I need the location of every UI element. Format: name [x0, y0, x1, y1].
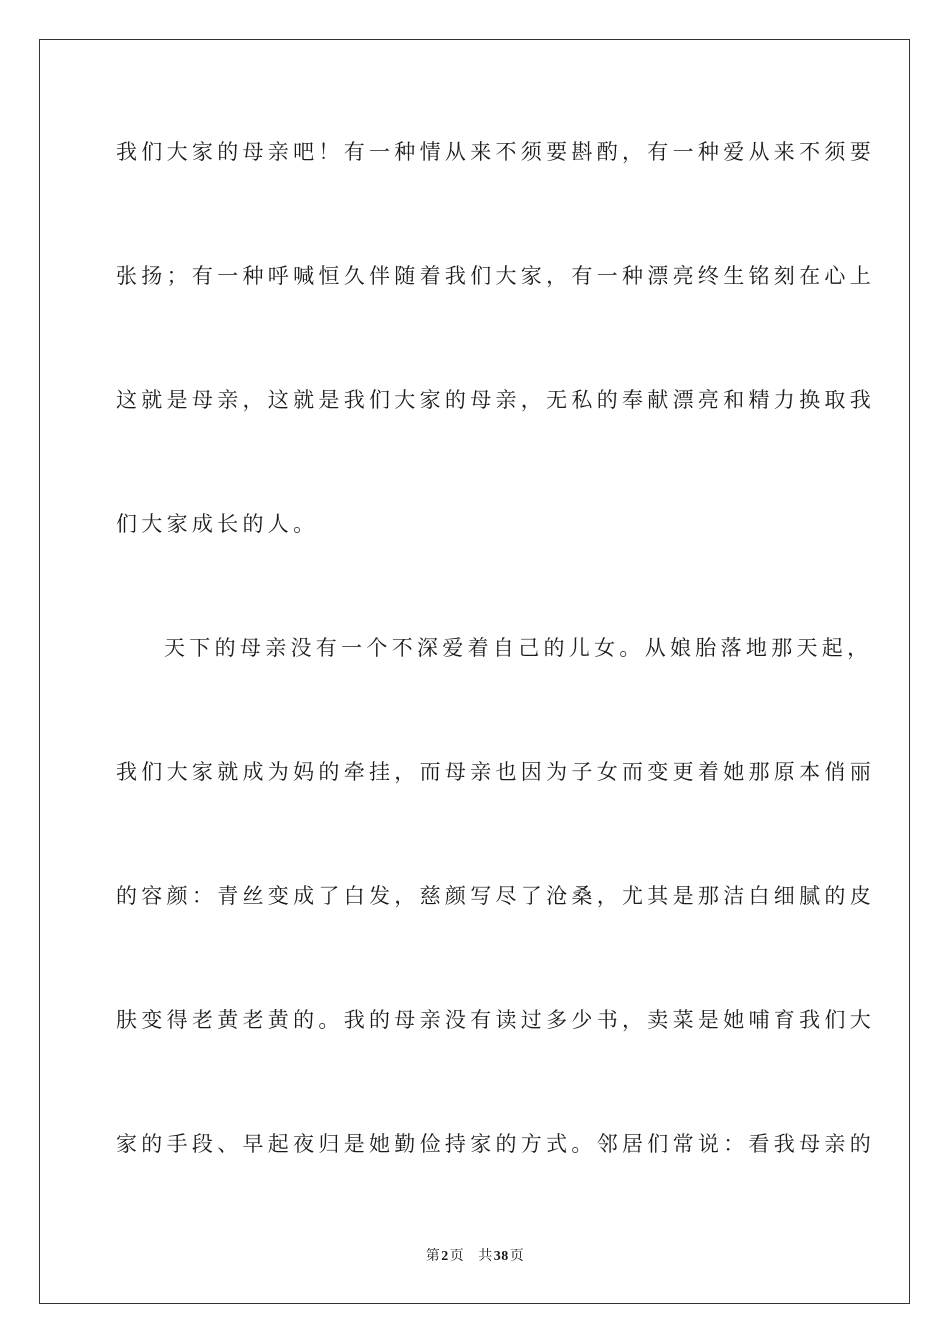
total-label-suffix: 页 [509, 1248, 525, 1264]
total-label-prefix: 共 [478, 1248, 493, 1264]
text-line: 的容颜：青丝变成了白发，慈颜写尽了沧桑，尤其是那洁白细腻的皮 [116, 884, 875, 908]
page-footer [0, 1247, 950, 1266]
text-line: 们大家成长的人。 [116, 512, 319, 536]
page-number: 2 [441, 1249, 449, 1264]
text-line: 这就是母亲，这就是我们大家的母亲，无私的奉献漂亮和精力换取我 [116, 388, 875, 412]
paragraph-first-line: 天下的母亲没有一个不深爱着自己的儿女。从娘胎落地那天起， [164, 636, 873, 660]
page-label-suffix: 页 [449, 1248, 465, 1264]
page-border [39, 39, 910, 1304]
text-line: 我们大家就成为妈的牵挂，而母亲也因为子女而变更着她那原本俏丽 [116, 760, 875, 784]
text-line: 肤变得老黄老黄的。我的母亲没有读过多少书，卖菜是她哺育我们大 [116, 1008, 875, 1032]
text-line: 张扬；有一种呼喊恒久伴随着我们大家，有一种漂亮终生铭刻在心上 [116, 264, 875, 288]
total-pages: 38 [493, 1249, 509, 1264]
page-label-prefix: 第 [425, 1248, 441, 1264]
text-line: 我们大家的母亲吧！有一种情从来不须要斟酌，有一种爱从来不须要 [116, 140, 875, 164]
text-line: 家的手段、早起夜归是她勤俭持家的方式。邻居们常说：看我母亲的 [116, 1132, 875, 1156]
